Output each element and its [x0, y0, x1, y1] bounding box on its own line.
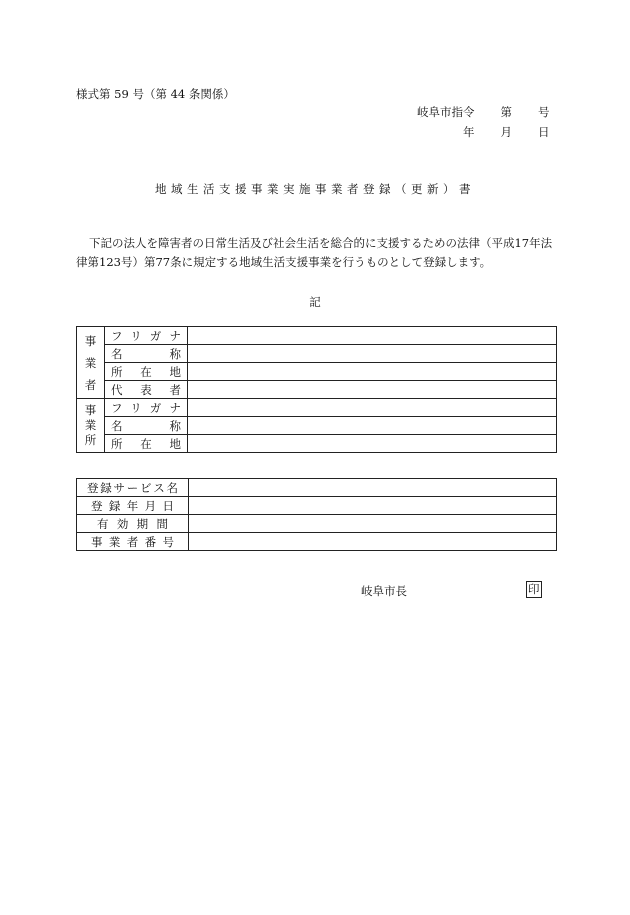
document-title: 地域生活支援事業実施事業者登録（更新）書: [155, 182, 475, 196]
operator-number-field[interactable]: [189, 533, 557, 551]
operator-address-label: 所在地: [105, 363, 188, 381]
body-text: 下記の法人を障害者の日常生活及び社会生活を総合的に支援するための法律（平成17年法律第123号）第77条に規定する地域生活支援事業を行うものとして登録します。: [76, 236, 553, 269]
office-address-label: 所在地: [105, 435, 188, 453]
operator-name-label: 名称: [105, 345, 188, 363]
form-label: 様式第 59 号（第 44 条関係）: [76, 87, 235, 101]
ki-label: 記: [309, 295, 321, 309]
order-number-line: [417, 104, 550, 120]
registration-info-table: [76, 478, 557, 551]
office-name-field[interactable]: [188, 417, 557, 435]
year-label: 年: [463, 125, 475, 139]
operator-furigana-field[interactable]: [188, 327, 557, 345]
office-furigana-label: フリガナ: [105, 399, 188, 417]
office-address-field[interactable]: [188, 435, 557, 453]
service-name-field[interactable]: [189, 479, 557, 497]
registration-date-field[interactable]: [189, 497, 557, 515]
order-no-mark: 第: [500, 105, 512, 119]
seal-mark: 印: [528, 582, 540, 596]
operator-representative-label: 代表者: [105, 381, 188, 399]
operator-name-field[interactable]: [188, 345, 557, 363]
registration-date-label: 登録年月日: [77, 497, 189, 515]
order-prefix: 岐阜市指令: [417, 105, 475, 119]
office-name-label: 名称: [105, 417, 188, 435]
mayor-label: 岐阜市長: [361, 584, 407, 598]
operator-info-table: [76, 326, 557, 453]
operator-group-label: 事業者: [77, 327, 105, 399]
operator-address-field[interactable]: [188, 363, 557, 381]
validity-period-field[interactable]: [189, 515, 557, 533]
service-name-label: 登録サービス名: [77, 479, 189, 497]
office-group-label: 事業所: [77, 399, 105, 453]
month-label: 月: [500, 125, 512, 139]
date-line: [463, 124, 550, 140]
order-suffix: 号: [538, 105, 550, 119]
operator-number-label: 事業者番号: [77, 533, 189, 551]
operator-representative-field[interactable]: [188, 381, 557, 399]
validity-period-label: 有効期間: [77, 515, 189, 533]
operator-furigana-label: フリガナ: [105, 327, 188, 345]
day-label: 日: [538, 125, 550, 139]
office-furigana-field[interactable]: [188, 399, 557, 417]
